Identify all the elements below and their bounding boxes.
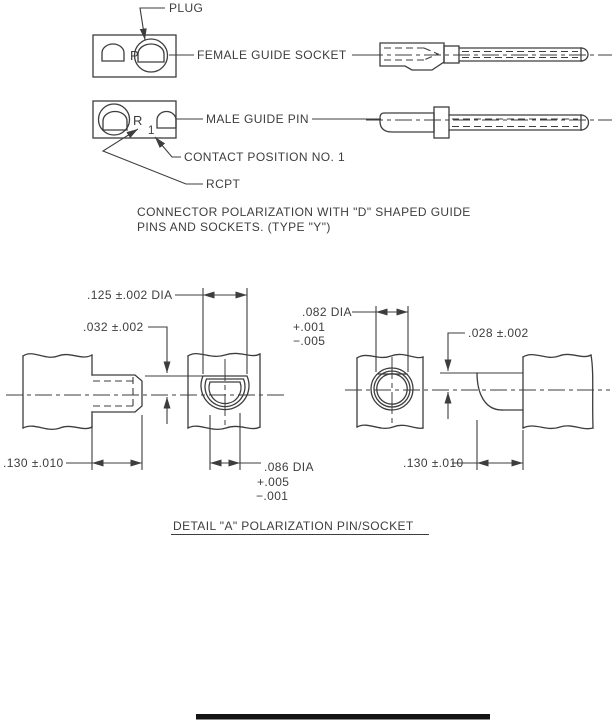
right-block-right-edge: [591, 355, 593, 428]
dim-socket-depth-text: .130 ±.010: [3, 456, 64, 470]
female-socket-label-group: [169, 48, 380, 62]
dim-pin-dia-text: .082 DIA: [302, 305, 352, 319]
female-socket-label: FEMALE GUIDE SOCKET: [197, 48, 347, 62]
contact-position-label: CONTACT POSITION NO. 1: [184, 150, 346, 164]
dim-pin-dia-plus: +.001: [293, 320, 326, 334]
plug-front-view: [93, 35, 176, 77]
detail-dimensions: [3, 288, 529, 503]
caption-line-2: PINS AND SOCKETS. (TYPE "Y"): [137, 220, 331, 234]
contact-leader-line: [155, 137, 181, 157]
socket-body-outline: [380, 43, 444, 70]
caption-line-1: CONNECTOR POLARIZATION WITH "D" SHAPED GUIDE: [137, 205, 471, 219]
detail-pin-front-view: [345, 354, 610, 428]
detail-caption: [171, 519, 429, 535]
socket-bore-chevron: [424, 48, 438, 60]
left-block-top-edge: [23, 354, 92, 358]
plug-leader: [140, 1, 203, 40]
pin-block-bottom-edge: [357, 425, 423, 428]
contact-position-leader: [155, 137, 345, 164]
rcpt-marker-text: R: [133, 113, 143, 128]
right-block-top-edge: [523, 354, 591, 357]
right-block-bottom-edge: [523, 426, 593, 429]
male-guide-pin-inner: [103, 112, 127, 131]
socket-block-bottom-edge: [188, 426, 260, 429]
receptacle-d-hole: [157, 112, 176, 129]
detail-socket-front-view: [188, 353, 260, 429]
bottom-bar: [196, 714, 490, 720]
male-pin-label: MALE GUIDE PIN: [206, 112, 309, 126]
dim-socket-id-plus: +.005: [257, 475, 290, 489]
plug-label: PLUG: [169, 1, 204, 15]
dim-pin-dia-minus: −.005: [293, 334, 326, 348]
pin-block-top-edge: [357, 354, 423, 358]
male-pin-side-view: [366, 107, 612, 138]
dim-socket-id-minus: −.001: [256, 489, 289, 503]
plug-marker-text: P: [130, 48, 139, 63]
detail-pin-side-view: [477, 354, 593, 428]
female-socket-side-view: [366, 43, 612, 70]
figure-caption: [137, 205, 471, 234]
position-marker-text: 1: [148, 125, 155, 137]
dim-pin-length-text: .130 ±.010: [403, 456, 464, 470]
pin-body-outline: [380, 113, 434, 132]
detail-caption-text: DETAIL "A" POLARIZATION PIN/SOCKET: [173, 519, 414, 533]
dim-socket-offset-text: .032 ±.002: [83, 320, 144, 334]
pin-shaft-tip: [581, 115, 589, 130]
plug-d-hole: [102, 44, 124, 61]
dim-socket-id-text: .086 DIA: [264, 460, 314, 474]
pin-flange: [434, 107, 449, 138]
female-guide-socket-inner: [138, 44, 164, 62]
rcpt-label: RCPT: [206, 177, 241, 191]
socket-block-top-edge: [188, 353, 260, 356]
dim-socket-od-text: .125 ±.002 DIA: [87, 288, 173, 302]
d-pin-profile-curve: [477, 373, 502, 410]
dim-pin-offset-text: .028 ±.002: [468, 326, 529, 340]
receptacle-front-view: [93, 101, 176, 138]
left-block-bottom-edge: [23, 426, 92, 429]
male-pin-label-group: [176, 112, 381, 126]
